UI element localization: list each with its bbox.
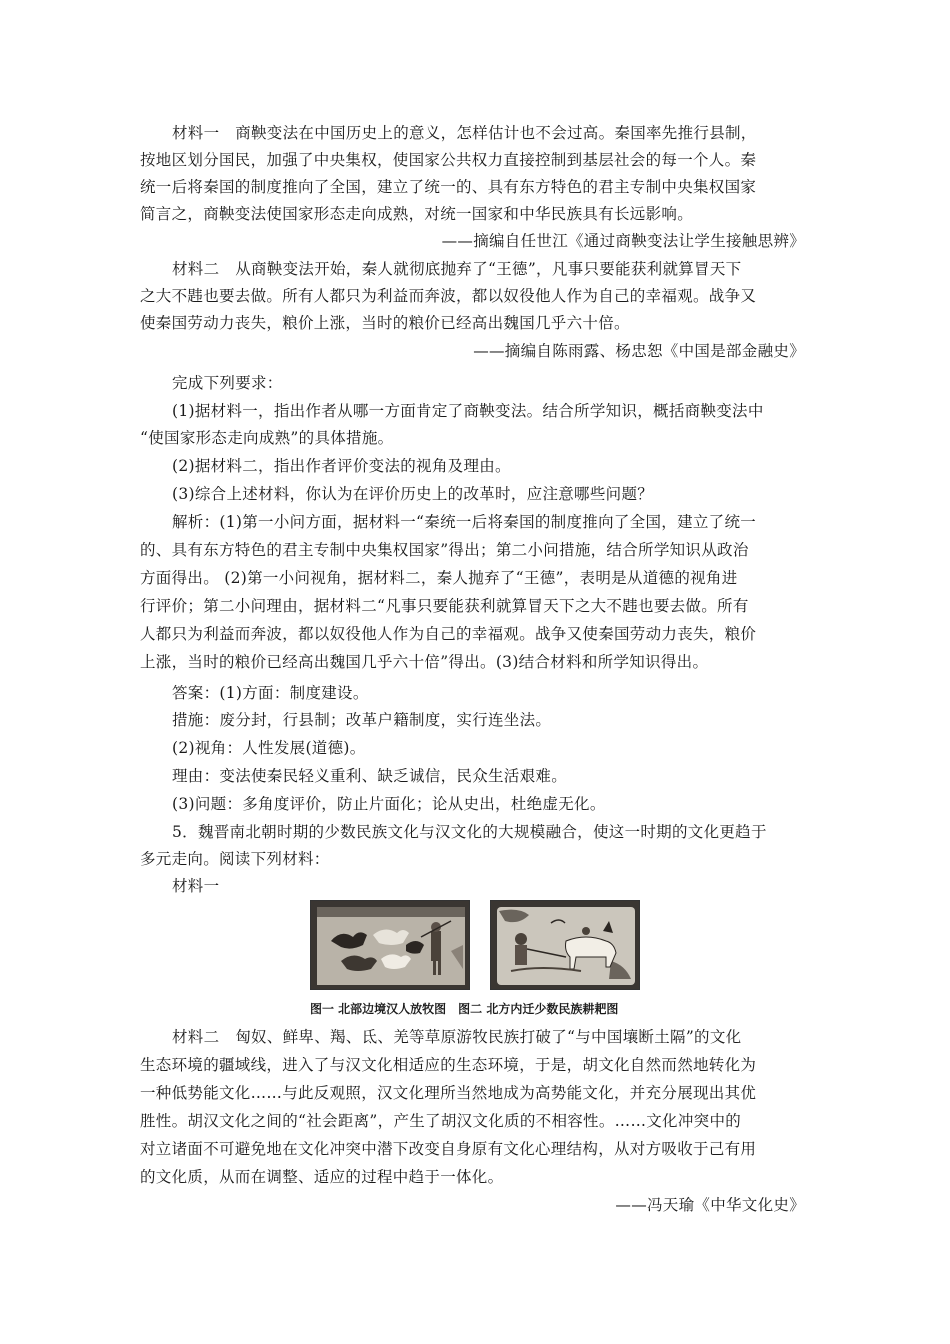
answer-line: (2)视角：人性发展(道德)。 [172,739,366,757]
herding-mural-image [310,900,470,990]
analysis-line: 行评价；第二小问理由，据材料二“凡事只要能获利就算冒天下之大不韪也要去做。所有 [140,597,749,615]
question-line: “使国家形态走向成熟”的具体措施。 [140,429,394,447]
question-line: (3)综合上述材料，你认为在评价历史上的改革时，应注意哪些问题？ [172,485,654,503]
text-line: 的文化质，从而在调整、适应的过程中趋于一体化。 [140,1168,504,1186]
text-line: 之大不韪也要去做。所有人都只为利益而奔波，都以奴役他人作为自己的幸福观。战争又 [140,287,757,305]
question-line: (2)据材料二，指出作者评价变法的视角及理由。 [172,457,511,475]
analysis-line: 方面得出。 (2)第一小问视角，据材料二，秦人抛弃了“王德”，表明是从道德的视角进 [140,569,738,587]
source-citation: ——摘编自陈雨露、杨忠恕《中国是部金融史》 [473,342,805,360]
analysis-line: 人都只为利益而奔波，都以奴役他人作为自己的幸福观。战争又使秦国劳动力丧失，粮价 [140,625,757,643]
question-line: 5．魏晋南北朝时期的少数民族文化与汉文化的大规模融合，使这一时期的文化更趋于 [172,823,767,841]
text-line: 材料二 从商鞅变法开始，秦人就彻底抛弃了“王德”，凡事只要能获利就算冒天下 [172,260,742,278]
figure-caption: 图一 北部边境汉人放牧图 图二 北方内迁少数民族耕耙图 [310,1002,619,1016]
text-line: 材料二 匈奴、鲜卑、羯、氐、羌等草原游牧民族打破了“与中国壤断土隔”的文化 [172,1028,742,1046]
source-citation: ——冯天瑜《中华文化史》 [615,1196,805,1214]
text-line: 统一后将秦国的制度推向了全国，建立了统一的、具有东方特色的君主专制中央集权国家 [140,178,757,196]
figure-group [310,900,640,990]
material-label: 材料一 [172,877,220,895]
text-line: 一种低势能文化……与此反观照，汉文化理所当然地成为高势能文化，并充分展现出其优 [140,1084,757,1102]
analysis-line: 上涨，当时的粮价已经高出魏国几乎六十倍”得出。(3)结合材料和所学知识得出。 [140,653,709,671]
text-line: 完成下列要求： [172,374,283,392]
text-line: 胜性。胡汉文化之间的“社会距离”，产生了胡汉文化质的不相容性。……文化冲突中的 [140,1112,742,1130]
answer-line: 理由：变法使秦民轻义重利、缺乏诚信，民众生活艰难。 [172,767,568,785]
analysis-line: 的、具有东方特色的君主专制中央集权国家”得出；第二小问措施，结合所学知识从政治 [140,541,749,559]
question-line: 多元走向。阅读下列材料： [140,850,330,868]
answer-line: 答案：(1)方面：制度建设。 [172,684,369,702]
text-line: 按地区划分国民，加强了中央集权，使国家公共权力直接控制到基层社会的每一个人。秦 [140,151,757,169]
text-line: 生态环境的疆域线，进入了与汉文化相适应的生态环境，于是，胡文化自然而然地转化为 [140,1056,757,1074]
answer-line: (3)问题：多角度评价，防止片面化；论从史出，杜绝虚无化。 [172,795,606,813]
question-line: (1)据材料一，指出作者从哪一方面肯定了商鞅变法。结合所学知识，概括商鞅变法中 [172,402,764,420]
text-line: 使秦国劳动力丧失，粮价上涨，当时的粮价已经高出魏国几乎六十倍。 [140,314,630,332]
text-line: 对立诸面不可避免地在文化冲突中潜下改变自身原有文化心理结构，从对方吸收于己有用 [140,1140,757,1158]
source-citation: ——摘编自任世江《通过商鞅变法让学生接触思辨》 [441,232,805,250]
analysis-line: 解析：(1)第一小问方面，据材料一“秦统一后将秦国的制度推向了全国，建立了统一 [172,513,757,531]
text-line: 简言之，商鞅变法使国家形态走向成熟，对统一国家和中华民族具有长远影响。 [140,205,694,223]
plowing-mural-image [490,900,640,990]
answer-line: 措施：废分封，行县制；改革户籍制度，实行连坐法。 [172,711,552,729]
text-line: 材料一 商鞅变法在中国历史上的意义，怎样估计也不会过高。秦国率先推行县制， [172,124,757,142]
